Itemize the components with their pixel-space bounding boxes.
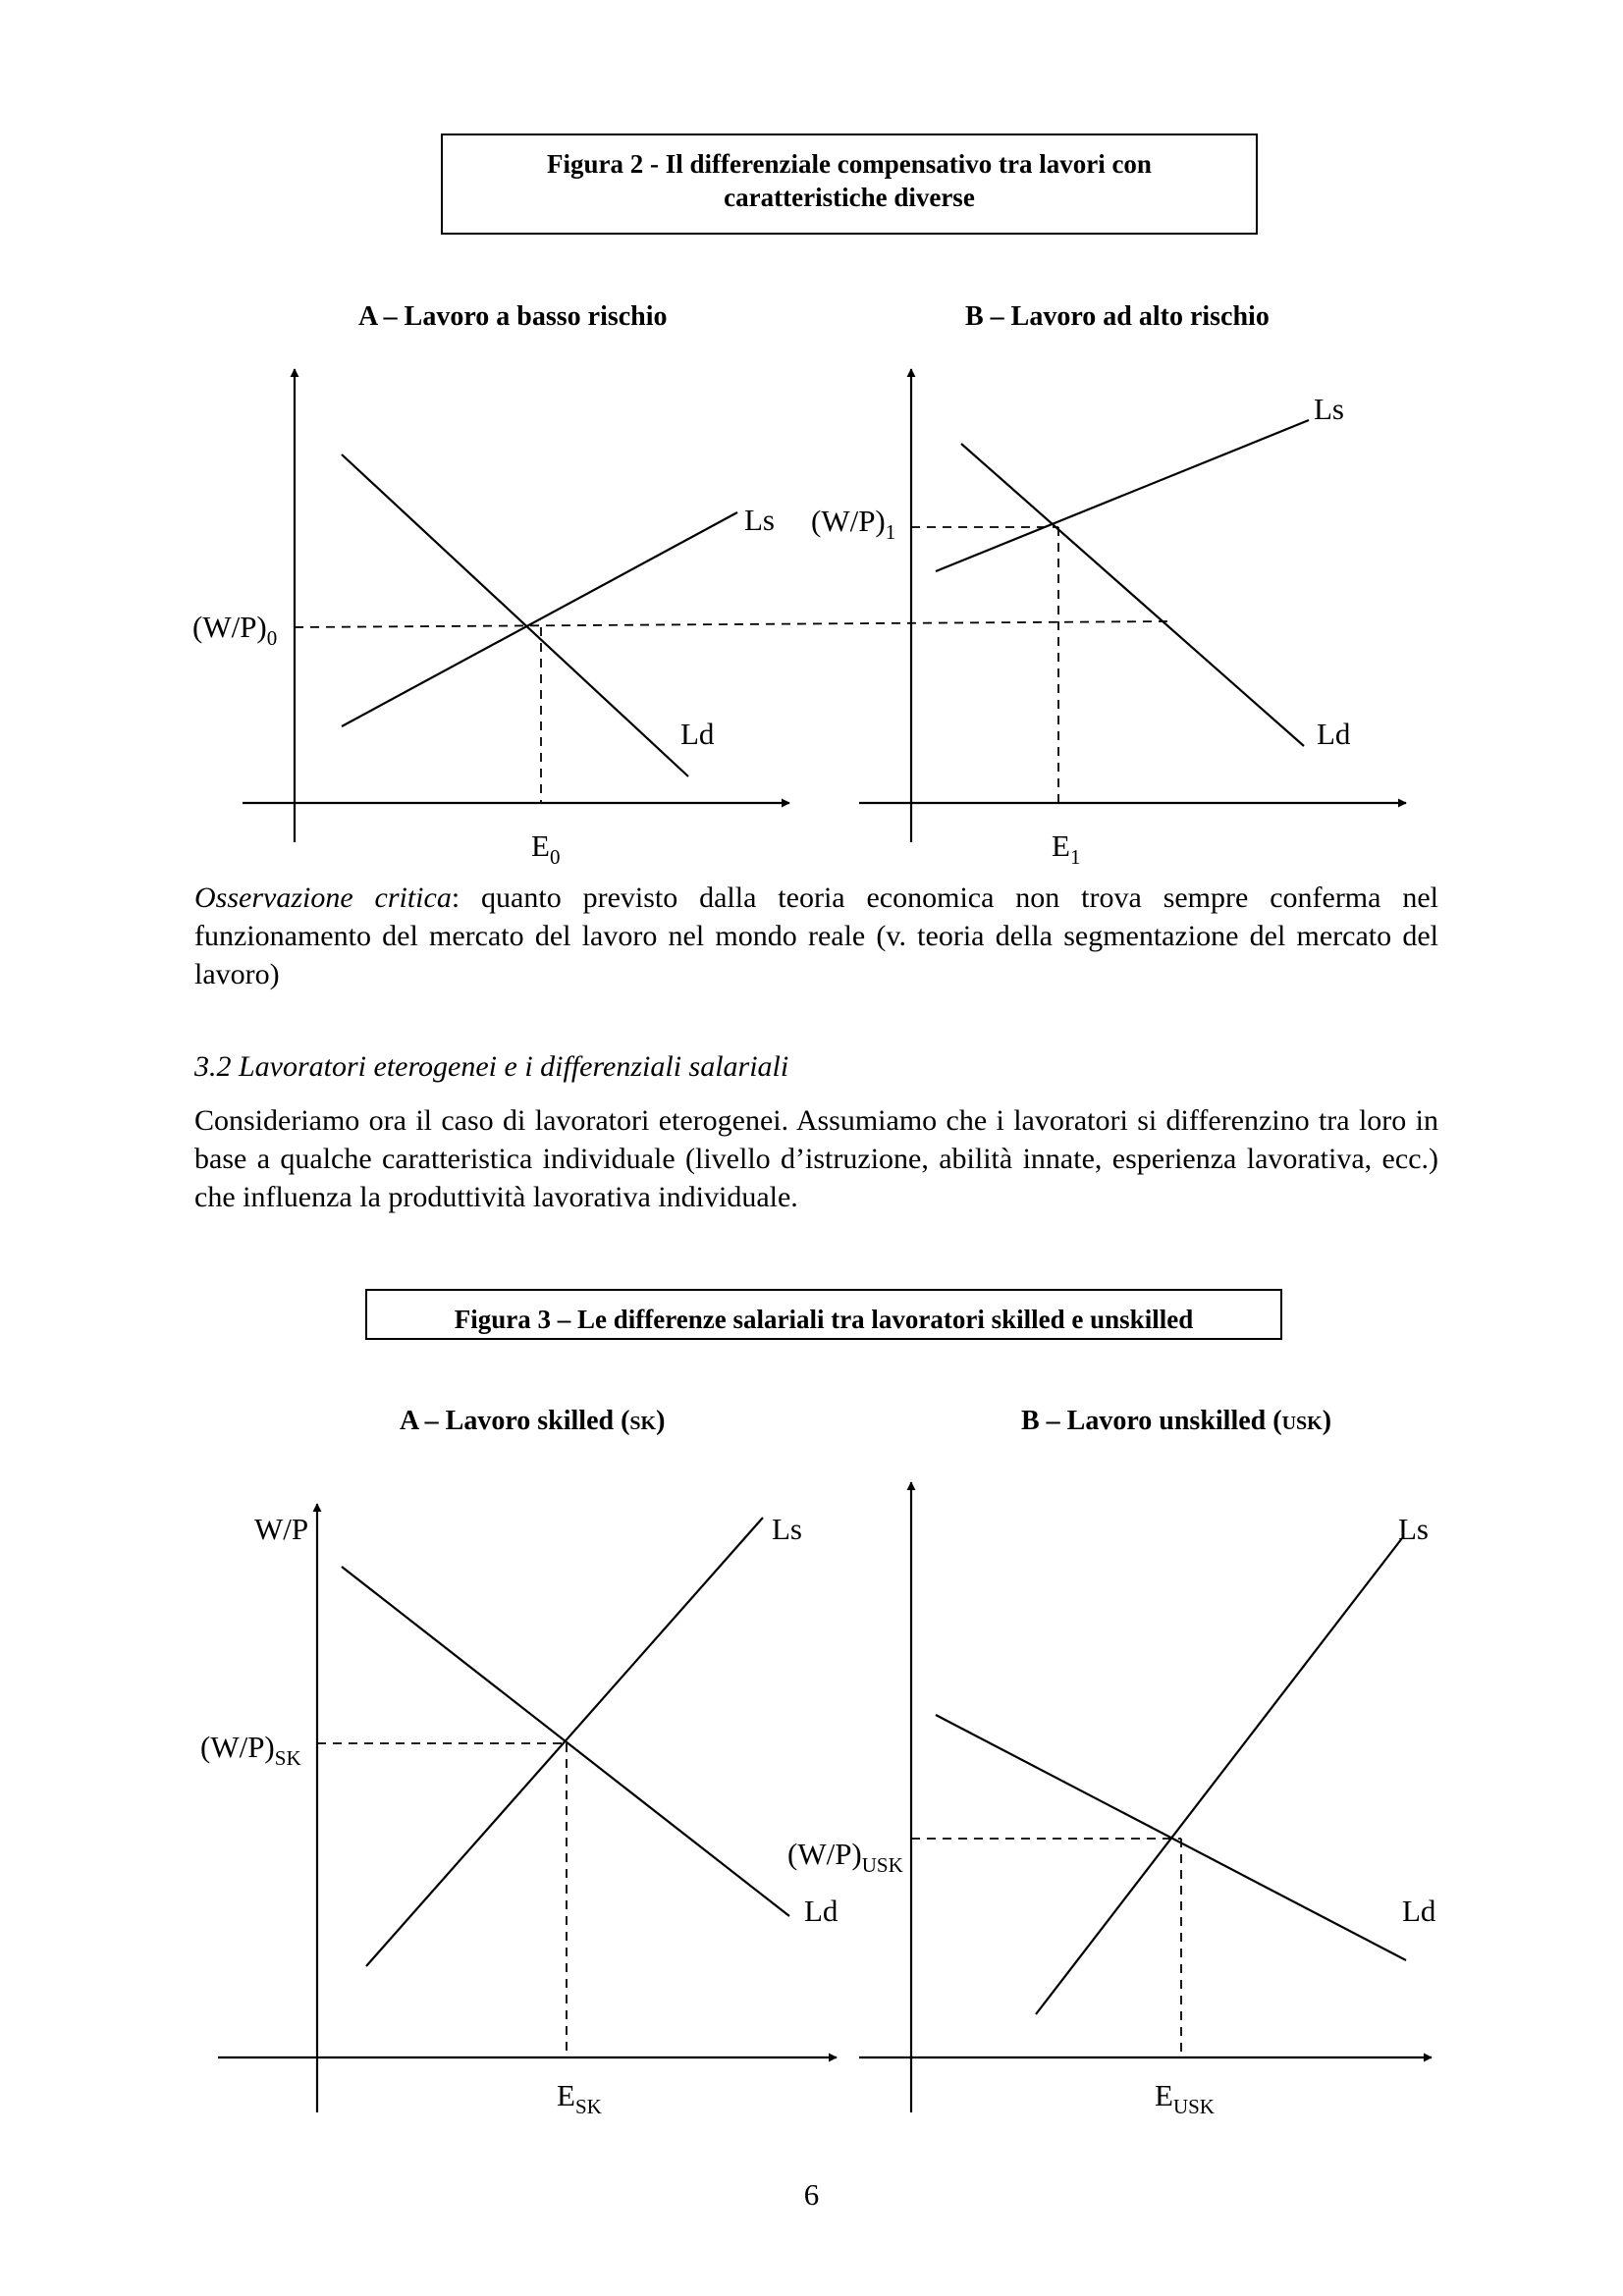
fig3a-employment-main: E (557, 2078, 575, 2112)
fig2a-wage-main: (W/P) (192, 610, 267, 644)
fig2b-employment-sub: 1 (1069, 845, 1081, 869)
figure-3-panel-a-title-main: A – Lavoro skilled ( (400, 1406, 630, 1436)
fig2-panel-a (243, 369, 1169, 842)
fig2b-wage-label (811, 504, 895, 544)
fig3a-wage-sub: SK (274, 1746, 301, 1770)
figure-3-panel-a-title-abbr: sk (629, 1406, 657, 1436)
fig2a-employment-sub: 0 (549, 845, 561, 869)
fig2a-employment-label (531, 828, 560, 869)
fig3a-supply-curve (366, 1518, 763, 1966)
figure-3-panel-a-title-end: ) (656, 1406, 666, 1436)
fig3a-wage-main: (W/P) (200, 1730, 275, 1764)
fig3-panel-b (859, 1482, 1432, 2112)
fig2b-supply-curve (936, 420, 1309, 571)
fig3b-employment-sub: USK (1172, 2095, 1215, 2118)
fig3b-wage-main: (W/P) (787, 1837, 862, 1871)
fig3a-employment-sub: SK (574, 2095, 602, 2118)
fig3b-employment-label (1155, 2078, 1215, 2118)
fig3b-wage-sub: USK (861, 1853, 903, 1877)
fig3b-employment-main: E (1155, 2078, 1173, 2112)
fig3b-supply-label: Ls (1398, 1512, 1429, 1546)
fig2b-wage-sub: 1 (885, 520, 896, 544)
figure-2-panel-b-title: B – Lavoro ad alto rischio (965, 301, 1270, 332)
critical-note-label: Osservazione critica (194, 881, 452, 914)
fig2b-employment-main: E (1052, 828, 1070, 863)
figure-2-panel-a-title: A – Lavoro a basso rischio (358, 301, 668, 332)
fig2a-wage-dashed-line (295, 621, 1169, 627)
fig2a-wage-sub: 0 (266, 626, 278, 650)
figure-2-caption-line-1: Figura 2 - Il differenziale compensativo tra lavori con (547, 149, 1152, 179)
fig2b-demand-label: Ld (1317, 717, 1351, 751)
fig3-panel-a (218, 1504, 837, 2112)
page-number: 6 (803, 2177, 820, 2212)
fig2b-demand-curve (961, 444, 1304, 746)
fig2b-wage-main: (W/P) (811, 504, 886, 538)
fig2b-employment-label (1052, 828, 1080, 869)
fig2a-supply-curve (342, 512, 737, 726)
fig2a-demand-label: Ld (680, 717, 715, 751)
fig2a-employment-main: E (531, 828, 550, 863)
fig3a-employment-label (557, 2078, 602, 2118)
critical-note-text: : quanto previsto dalla teoria economica non trova sempre conferma nel funzionamento del mercato del lavoro nel mondo reale (v. teoria della segmentazione del mercato del lavoro) (194, 881, 1438, 990)
figure-3-panel-b-title-abbr: usk (1281, 1406, 1323, 1436)
figure-3-panel-b-title-main: B – Lavoro unskilled ( (1021, 1406, 1282, 1436)
fig2a-demand-curve (342, 454, 688, 776)
fig3a-supply-label: Ls (772, 1512, 802, 1546)
fig2-panel-b (859, 369, 1406, 842)
fig3a-y-axis-label: W/P (254, 1512, 309, 1546)
fig3b-supply-curve (1036, 1538, 1402, 2014)
fig3b-wage-label (787, 1837, 903, 1877)
figure-3-panel-b-title-end: ) (1322, 1406, 1332, 1436)
fig2b-supply-label: Ls (1314, 392, 1344, 426)
section-paragraph: Consideriamo ora il caso di lavoratori eterogenei. Assumiamo che i lavoratori si differenzino tra loro in base a qualche caratteristica individuale (livello d’istruzione, abilità innate, esperienza lavorativa, ecc.) che influenza la produttività lavorativa individuale. (194, 1104, 1438, 1213)
figure-2-caption-line-2: caratteristiche diverse (724, 183, 975, 212)
section-heading-text: 3.2 Lavoratori eterogenei e i differenziali salariali (194, 1050, 789, 1083)
fig3a-demand-label: Ld (804, 1894, 839, 1928)
fig3b-demand-label: Ld (1402, 1894, 1436, 1928)
fig2a-wage-label (192, 610, 277, 650)
fig2a-supply-label: Ls (744, 503, 775, 537)
fig3a-wage-label (200, 1730, 301, 1770)
figure-3-caption-text: Figura 3 – Le differenze salariali tra lavoratori skilled e unskilled (454, 1305, 1194, 1334)
